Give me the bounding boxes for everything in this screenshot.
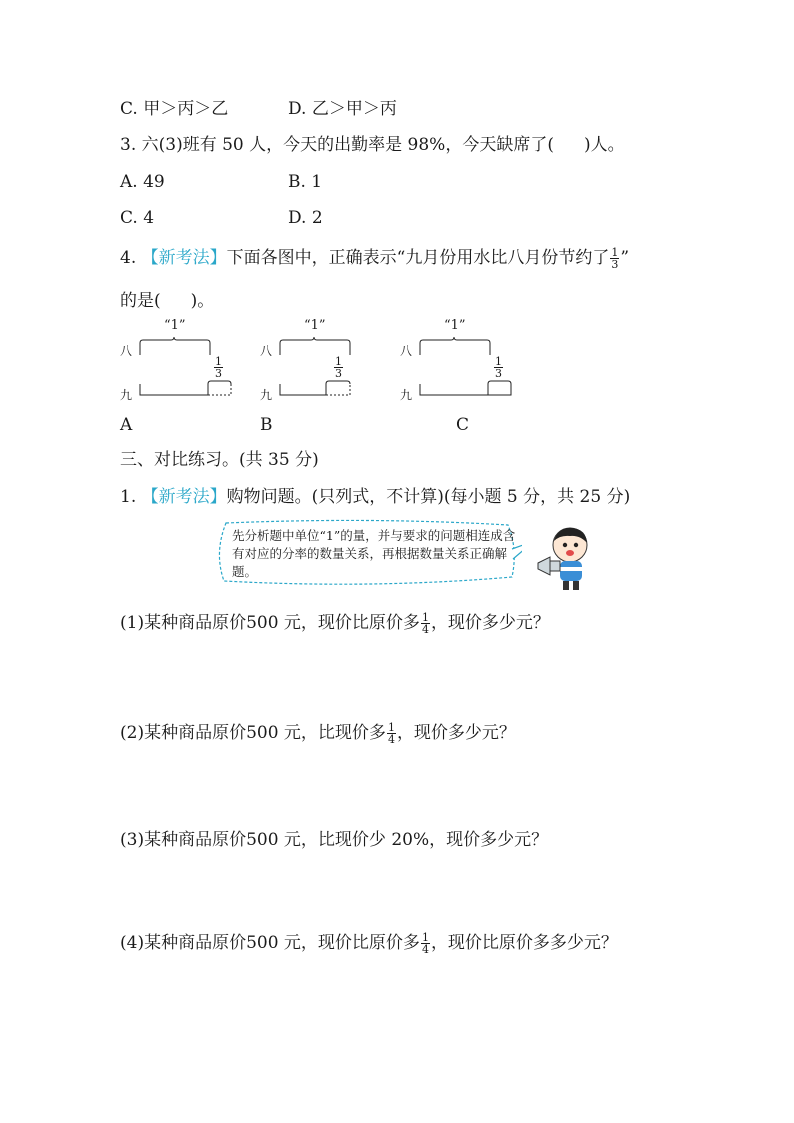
mascot-megaphone-icon: [536, 523, 592, 591]
question-4-line2: [120, 290, 214, 312]
fraction: [421, 612, 430, 635]
fraction: [610, 247, 619, 270]
fraction-numerator: 1: [421, 611, 429, 624]
option-c: C. 甲＞丙＞乙: [120, 99, 229, 119]
new-method-tag: 【新考法】: [141, 248, 227, 268]
subquestion-text-end: ，现价多少元？: [430, 613, 550, 633]
question-4-line2-text: 的是(: [120, 291, 161, 311]
fraction-numerator: 1: [215, 355, 222, 368]
hint-text: 先分析题中单位“1”的量，并与要求的问题相连成含有对应的分率的数量关系，再根据数量关系正确解题。: [232, 528, 516, 579]
subquestion-3: [120, 829, 548, 851]
question-4: [120, 247, 629, 270]
section-title: 三、对比练习。(共 35 分): [120, 450, 319, 470]
fraction-numerator: 1: [495, 355, 502, 368]
fraction-denominator: 3: [611, 258, 619, 271]
option-d: D. 乙＞甲＞丙: [288, 99, 397, 119]
choice-a: A: [120, 415, 133, 435]
new-method-tag: 【新考法】: [141, 487, 227, 507]
section3-question-1: [120, 486, 630, 508]
fraction-numerator: 1: [611, 246, 619, 259]
fraction-numerator: 1: [421, 931, 429, 944]
nine-label: 九: [400, 388, 413, 402]
q3-option-b: B. 1: [288, 172, 323, 192]
question-4-num: 4.: [120, 248, 142, 268]
subquestion-4: [120, 932, 618, 955]
q3-option-a: A. 49: [120, 172, 165, 192]
fraction-numerator: 1: [335, 355, 342, 368]
fraction-one-third: [214, 356, 223, 379]
question-4-text-end: ”: [620, 248, 630, 268]
question-3: [120, 134, 625, 156]
diagram-c: [400, 318, 530, 408]
fraction: [387, 722, 396, 745]
diagram-b: [260, 318, 390, 408]
choice-b: B: [260, 415, 273, 435]
question-1-num: 1.: [120, 487, 142, 507]
unit-one-label: “1”: [444, 318, 466, 333]
choice-c: C: [456, 415, 470, 435]
eight-label: 八: [400, 344, 413, 358]
question-4-line2-end: )。: [190, 291, 215, 311]
subquestion-text: (4)某种商品原价500 元，现价比原价多: [120, 933, 420, 953]
fraction-one-third: [334, 356, 343, 379]
fraction-denominator: 3: [335, 367, 342, 380]
subquestion-text: (3)某种商品原价500 元，比现价少 20%，现价多少元？: [120, 830, 549, 850]
unit-one-label: “1”: [304, 318, 326, 333]
eight-label: 八: [260, 344, 273, 358]
question-1-text: 购物问题。(只列式，不计算)(每小题 5 分，共 25 分): [226, 487, 631, 507]
diagram-a: [120, 318, 250, 408]
fraction: [421, 932, 430, 955]
fraction-denominator: 3: [215, 367, 222, 380]
fraction-denominator: 4: [421, 943, 429, 956]
unit-one-label: “1”: [164, 318, 186, 333]
eight-label: 八: [120, 344, 133, 358]
nine-label: 九: [120, 388, 133, 402]
question-3-text: 3. 六(3)班有 50 人，今天的出勤率是 98%，今天缺席了(: [120, 135, 554, 155]
fraction-denominator: 3: [495, 367, 502, 380]
fraction-one-third: [494, 356, 503, 379]
subquestion-text: (2)某种商品原价500 元，比现价多: [120, 723, 386, 743]
q3-option-d: D. 2: [288, 208, 323, 228]
subquestion-text-end: ，现价比原价多多少元？: [430, 933, 618, 953]
subquestion-text-end: ，现价多少元？: [396, 723, 516, 743]
question-4-text: 下面各图中，正确表示“九月份用水比八月份节约了: [226, 248, 610, 268]
nine-label: 九: [260, 388, 273, 402]
fraction-denominator: 4: [387, 733, 395, 746]
fraction-numerator: 1: [387, 721, 395, 734]
q3-option-c: C. 4: [120, 208, 155, 228]
subquestion-text: (1)某种商品原价500 元，现价比原价多: [120, 613, 420, 633]
subquestion-1: [120, 612, 550, 635]
fraction-denominator: 4: [421, 623, 429, 636]
question-3-text-end: )人。: [583, 135, 625, 155]
subquestion-2: [120, 722, 516, 745]
